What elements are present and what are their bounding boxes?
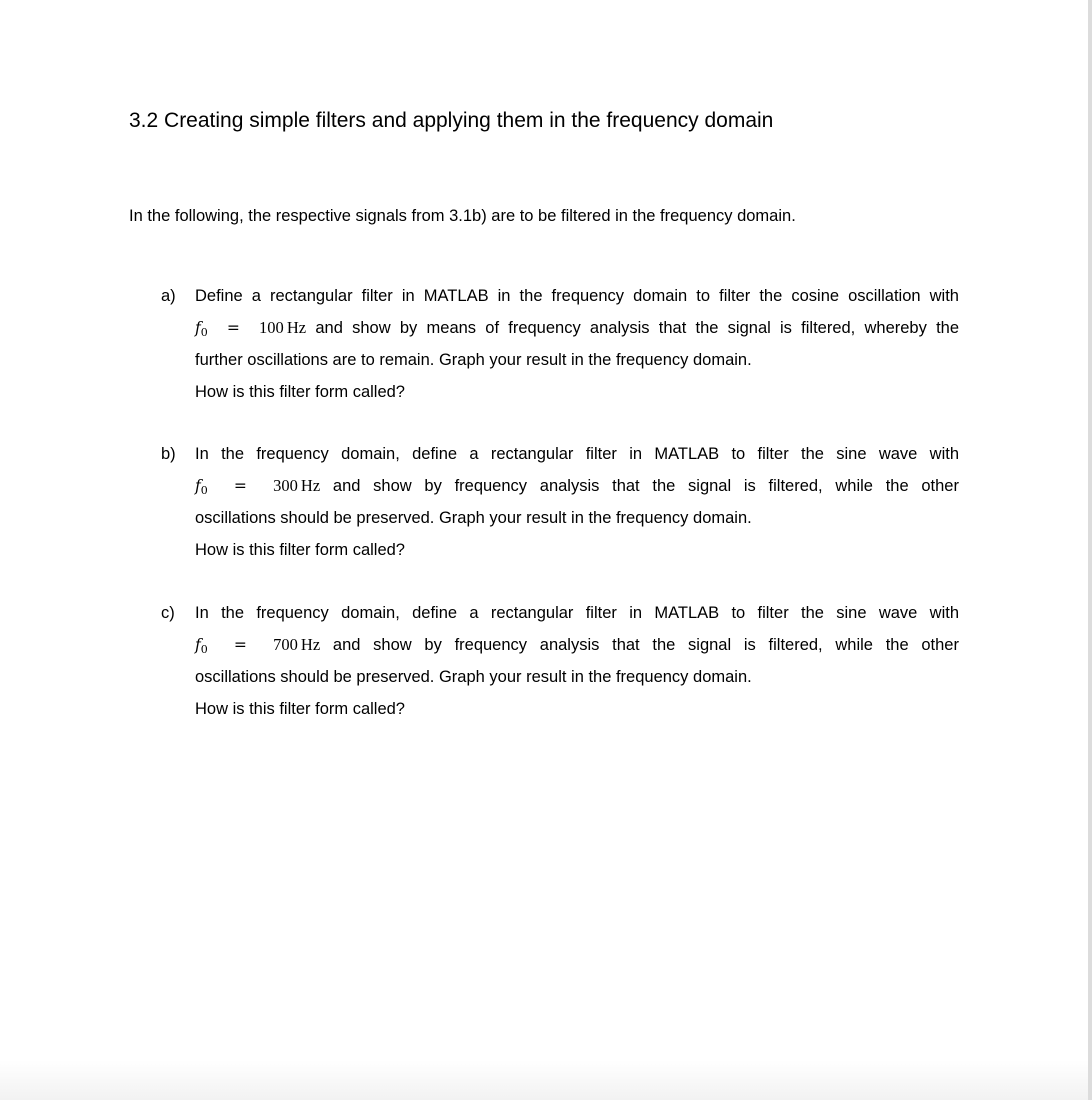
task-question: How is this filter form called? bbox=[195, 541, 405, 559]
frequency-value: 700 bbox=[273, 635, 298, 654]
frequency-symbol: f bbox=[195, 477, 201, 495]
viewer-right-border bbox=[1088, 0, 1092, 1100]
frequency-value: 300 bbox=[273, 476, 298, 495]
task-question: How is this filter form called? bbox=[195, 700, 405, 718]
task-line-3: oscillations should be preserved. Graph your result in the frequency domain. bbox=[195, 509, 752, 527]
equals-sign: = bbox=[233, 636, 247, 654]
frequency-formula bbox=[195, 319, 306, 337]
task-line-3: oscillations should be preserved. Graph your result in the frequency domain. bbox=[195, 668, 752, 686]
task-body bbox=[195, 443, 959, 571]
task-line-2-text: and show by means of frequency analysis that the signal is filtered, whereby the bbox=[315, 319, 960, 337]
section-heading: 3.2 Creating simple filters and applying them in the frequency domain bbox=[129, 109, 774, 132]
frequency-symbol: f bbox=[195, 636, 201, 654]
task-label: c) bbox=[161, 604, 175, 622]
task-line-1: In the frequency domain, define a rectangular filter in MATLAB to filter the sine wave with bbox=[195, 604, 959, 622]
frequency-formula bbox=[195, 477, 320, 495]
frequency-unit: Hz bbox=[286, 318, 307, 337]
task-question: How is this filter form called? bbox=[195, 383, 405, 401]
task-label: b) bbox=[161, 445, 176, 463]
task-line-1: Define a rectangular filter in MATLAB in the frequency domain to filter the cosine oscillation with bbox=[195, 287, 959, 305]
task-body bbox=[195, 285, 959, 413]
frequency-unit: Hz bbox=[300, 635, 321, 654]
frequency-value: 100 bbox=[259, 318, 284, 337]
frequency-subscript: 0 bbox=[200, 484, 208, 497]
task-body bbox=[195, 602, 959, 730]
intro-paragraph: In the following, the respective signals from 3.1b) are to be filtered in the frequency domain. bbox=[129, 207, 796, 225]
task-line-2-text: and show by frequency analysis that the signal is filtered, while the other bbox=[332, 477, 959, 495]
task-line-2-text: and show by frequency analysis that the signal is filtered, while the other bbox=[332, 636, 959, 654]
task-line-2 bbox=[195, 475, 959, 507]
frequency-subscript: 0 bbox=[200, 643, 208, 656]
frequency-subscript: 0 bbox=[200, 326, 208, 339]
frequency-unit: Hz bbox=[300, 476, 321, 495]
frequency-symbol: f bbox=[195, 319, 201, 337]
task-line-2 bbox=[195, 317, 959, 349]
task-line-1: In the frequency domain, define a rectangular filter in MATLAB to filter the sine wave with bbox=[195, 445, 959, 463]
equals-sign: = bbox=[233, 477, 247, 495]
task-line-2 bbox=[195, 634, 959, 666]
equals-sign: = bbox=[226, 319, 240, 337]
page-bottom-shadow bbox=[0, 1060, 1088, 1100]
task-label: a) bbox=[161, 287, 176, 305]
frequency-formula bbox=[195, 636, 320, 654]
task-line-3: further oscillations are to remain. Graph your result in the frequency domain. bbox=[195, 351, 752, 369]
